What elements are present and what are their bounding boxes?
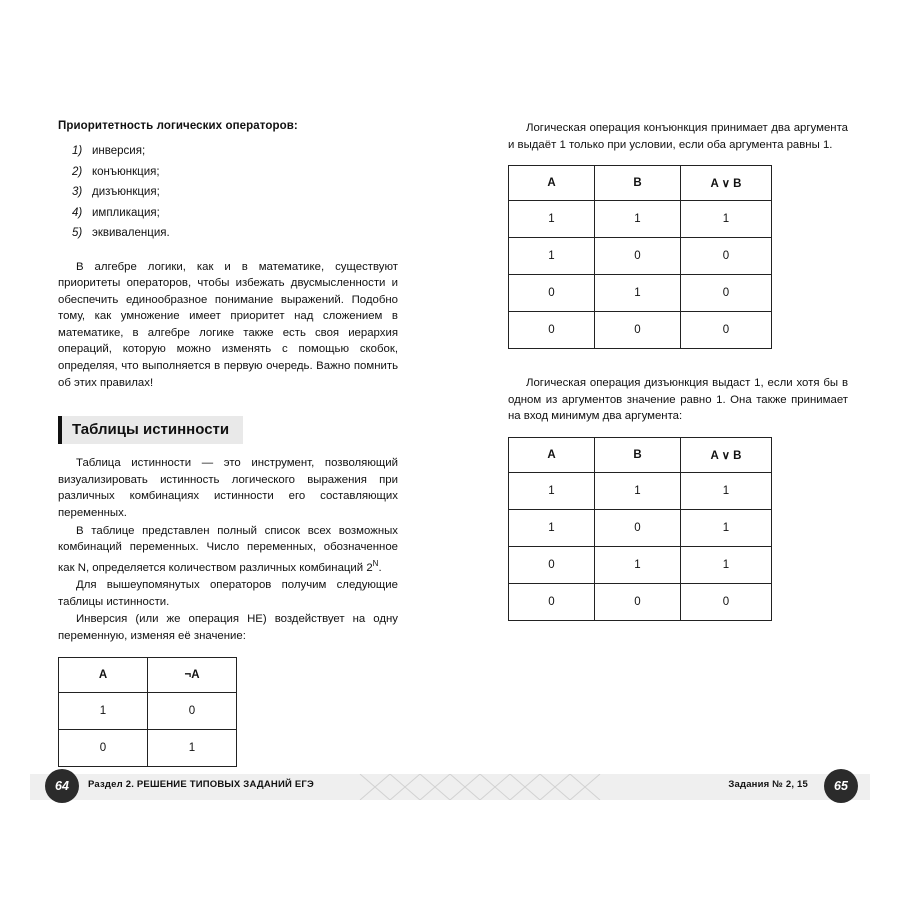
table-row [509,509,772,546]
table-row [59,692,237,729]
paragraph-priority: В алгебре логики, как и в математике, существуют приоритеты операторов, чтобы избежать двусмысленности и обеспечить единообразное понимание выражений. Подобно тому, как умножение имеет приоритет над сложением в математике, в алгебре логике также есть своя иерархия операций, которую можно изменять с помощью скобок, определяя, что выполняется в первую очередь. Важно помнить об этих правилах! [58,260,398,389]
list-item-number: 4) [72,206,83,219]
table-cell: 0 [681,312,772,349]
table-cell: 0 [681,238,772,275]
table-row [509,546,772,583]
table-cell: 0 [595,312,681,349]
table-cell: 1 [148,729,237,766]
table-cell: 0 [148,692,237,729]
table-cell: 0 [681,583,772,620]
table-header-cell: B [595,437,681,472]
table-cell: 1 [681,201,772,238]
table-row [509,472,772,509]
list-item [72,224,398,243]
page-footer [0,758,900,816]
right-page-column [508,120,848,621]
list-item-label: дизъюнкция; [92,186,160,198]
priority-heading: Приоритетность логических операторов: [58,120,298,132]
paragraph-disjunction: Логическая операция дизъюнкция выдаст 1, если хотя бы в одном из аргументов значение равно 1. Она также принимает на вход минимум два аргумента: [508,377,848,423]
table-cell: 1 [595,275,681,312]
table-not-wrapper [58,657,398,767]
list-item-number: 3) [72,186,83,198]
table-cell: 1 [681,509,772,546]
table-header-row [509,437,772,472]
list-item-label: инверсия; [92,145,146,157]
section-title-truth-tables: Таблицы истинности [58,416,243,444]
footer-section-label-left: Раздел 2. РЕШЕНИЕ ТИПОВЫХ ЗАДАНИЙ ЕГЭ [88,779,314,790]
paragraph-variable-count [58,523,398,577]
table-cell: 1 [59,692,148,729]
list-item [72,183,398,202]
left-page-column [58,120,398,767]
table-cell: 1 [509,201,595,238]
table-cell: 0 [595,238,681,275]
table-row [509,312,772,349]
spread-content [0,120,900,810]
table-header-cell: ¬A [148,657,237,692]
list-item-number: 2) [72,165,83,178]
table-cell: 1 [509,238,595,275]
table-row [509,238,772,275]
table-cell: 0 [509,312,595,349]
table-header-cell: A ∨ B [681,437,772,472]
paragraph-operators-intro: Для вышеупомянутых операторов получим следующие таблицы истинности. [58,579,398,608]
table-cell: 0 [595,583,681,620]
table-cell: 1 [681,472,772,509]
paragraph-variable-count-superscript: N [372,558,379,568]
table-header-row [59,657,237,692]
truth-table-conjunction [508,165,772,349]
table-cell: 1 [595,472,681,509]
page-number-right: 65 [824,769,858,803]
table-header-cell: A [59,657,148,692]
list-item [72,142,398,161]
table-cell: 0 [681,275,772,312]
table-conjunction-wrapper [508,165,848,349]
table-header-cell: A [509,166,595,201]
table-cell: 0 [59,729,148,766]
table-cell: 0 [509,275,595,312]
paragraph-variable-count-tail: . [378,561,382,574]
table-cell: 0 [509,583,595,620]
table-cell: 0 [509,546,595,583]
table-cell: 1 [509,509,595,546]
paragraph-variable-count-text: В таблице представлен полный список всех возможных комбинаций переменных. Число переменных, обозначенное как N, определяется количеством различных комбинаций 2 [58,524,398,574]
footer-section-label-right: Задания № 2, 15 [728,779,808,790]
table-cell: 1 [509,472,595,509]
table-cell: 1 [595,546,681,583]
list-item-label: эквиваленция. [92,227,170,239]
table-header-cell: B [595,166,681,201]
list-item-number: 1) [72,145,83,157]
list-item [72,163,398,182]
list-item-number: 5) [72,227,83,239]
table-cell: 0 [595,509,681,546]
list-item-label: импликация; [92,206,160,219]
priority-list [58,142,398,243]
page-number-left: 64 [45,769,79,803]
paragraph-inversion: Инверсия (или же операция НЕ) воздействует на одну переменную, изменяя её значение: [58,613,398,642]
truth-table-disjunction [508,437,772,621]
table-cell: 1 [595,201,681,238]
truth-table-not [58,657,237,767]
table-row [509,583,772,620]
paragraph-conjunction: Логическая операция конъюнкция принимает два аргумента и выдаёт 1 только при условии, если оба аргумента равны 1. [508,122,848,151]
table-disjunction-wrapper [508,437,848,621]
list-item-label: конъюнкция; [92,165,160,178]
table-header-cell: A ∨ B [681,166,772,201]
table-row [509,201,772,238]
table-cell: 1 [681,546,772,583]
table-row [509,275,772,312]
paragraph-truth-table-definition: Таблица истинности — это инструмент, позволяющий визуализировать истинность логического выражения при различных комбинациях истинности его составляющих переменных. [58,457,398,520]
table-header-row [509,166,772,201]
table-header-cell: A [509,437,595,472]
list-item [72,204,398,223]
